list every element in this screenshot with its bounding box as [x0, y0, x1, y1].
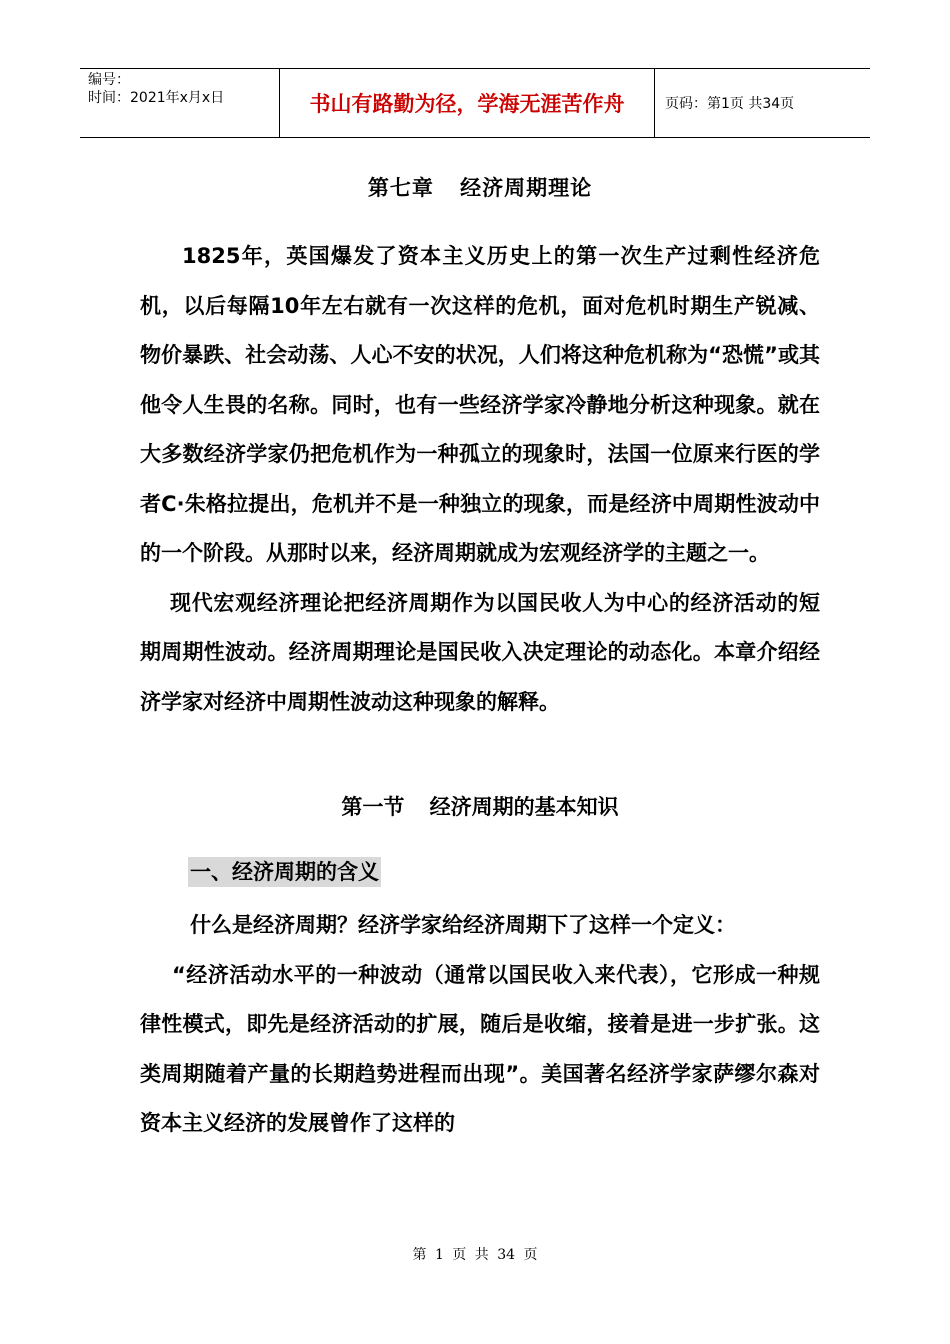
intro-paragraph: 1825年，英国爆发了资本主义历史上的第一次生产过剩性经济危机，以后每隔10年左右就有一次这样的危机，面对危机时期生产锐减、物价暴跌、社会动荡、人心不安的状况，人们将这种危机称为“恐慌”或其他令人生畏的名称。同时，也有一些经济学家冷静地分析这种现象。就在大多数经济学家仍把危机作为一种孤立的现象时，法国一位原来行医的学者C·朱格拉提出，危机并不是一种独立的现象，而是经济中周期性波动中的一个阶段。从那时以来，经济周期就成为宏观经济学的主题之一。: [140, 244, 820, 565]
number-label: 编号：: [88, 72, 130, 88]
header-motto: 书山有路勤为径，学海无涯苦作舟: [280, 69, 655, 137]
definition-intro: 什么是经济周期？经济学家给经济周期下了这样一个定义：: [190, 913, 736, 937]
document-body: [140, 166, 820, 1149]
intro-paragraph: 现代宏观经济理论把经济周期作为以国民收人为中心的经济活动的短期周期性波动。经济周期理论是国民收入决定理论的动态化。本章介绍经济学家对经济中周期性波动这种现象的解释。: [140, 590, 820, 714]
header-page-info: 页码：第1页 共34页: [665, 96, 795, 112]
page-header: [80, 68, 870, 138]
page-footer: 第 1 页 共 34 页: [412, 1247, 538, 1263]
subheading-row: [188, 851, 820, 895]
chapter-title: 第七章 经济周期理论: [367, 176, 593, 200]
header-meta: [80, 69, 280, 137]
definition-quote: “经济活动水平的一种波动（通常以国民收入来代表），它形成一种规律性模式，即先是经济活动的扩展，随后是收缩，接着是进一步扩张。这类周期随着产量的长期趋势进程而出现”。美国著名经济学家萨缪尔森对资本主义经济的发展曾作了这样的: [140, 962, 820, 1135]
section-title: 第一节 经济周期的基本知识: [341, 795, 619, 819]
subheading: 一、经济周期的含义: [188, 857, 381, 887]
time-label: 时间：2021年x月x日: [88, 90, 225, 106]
